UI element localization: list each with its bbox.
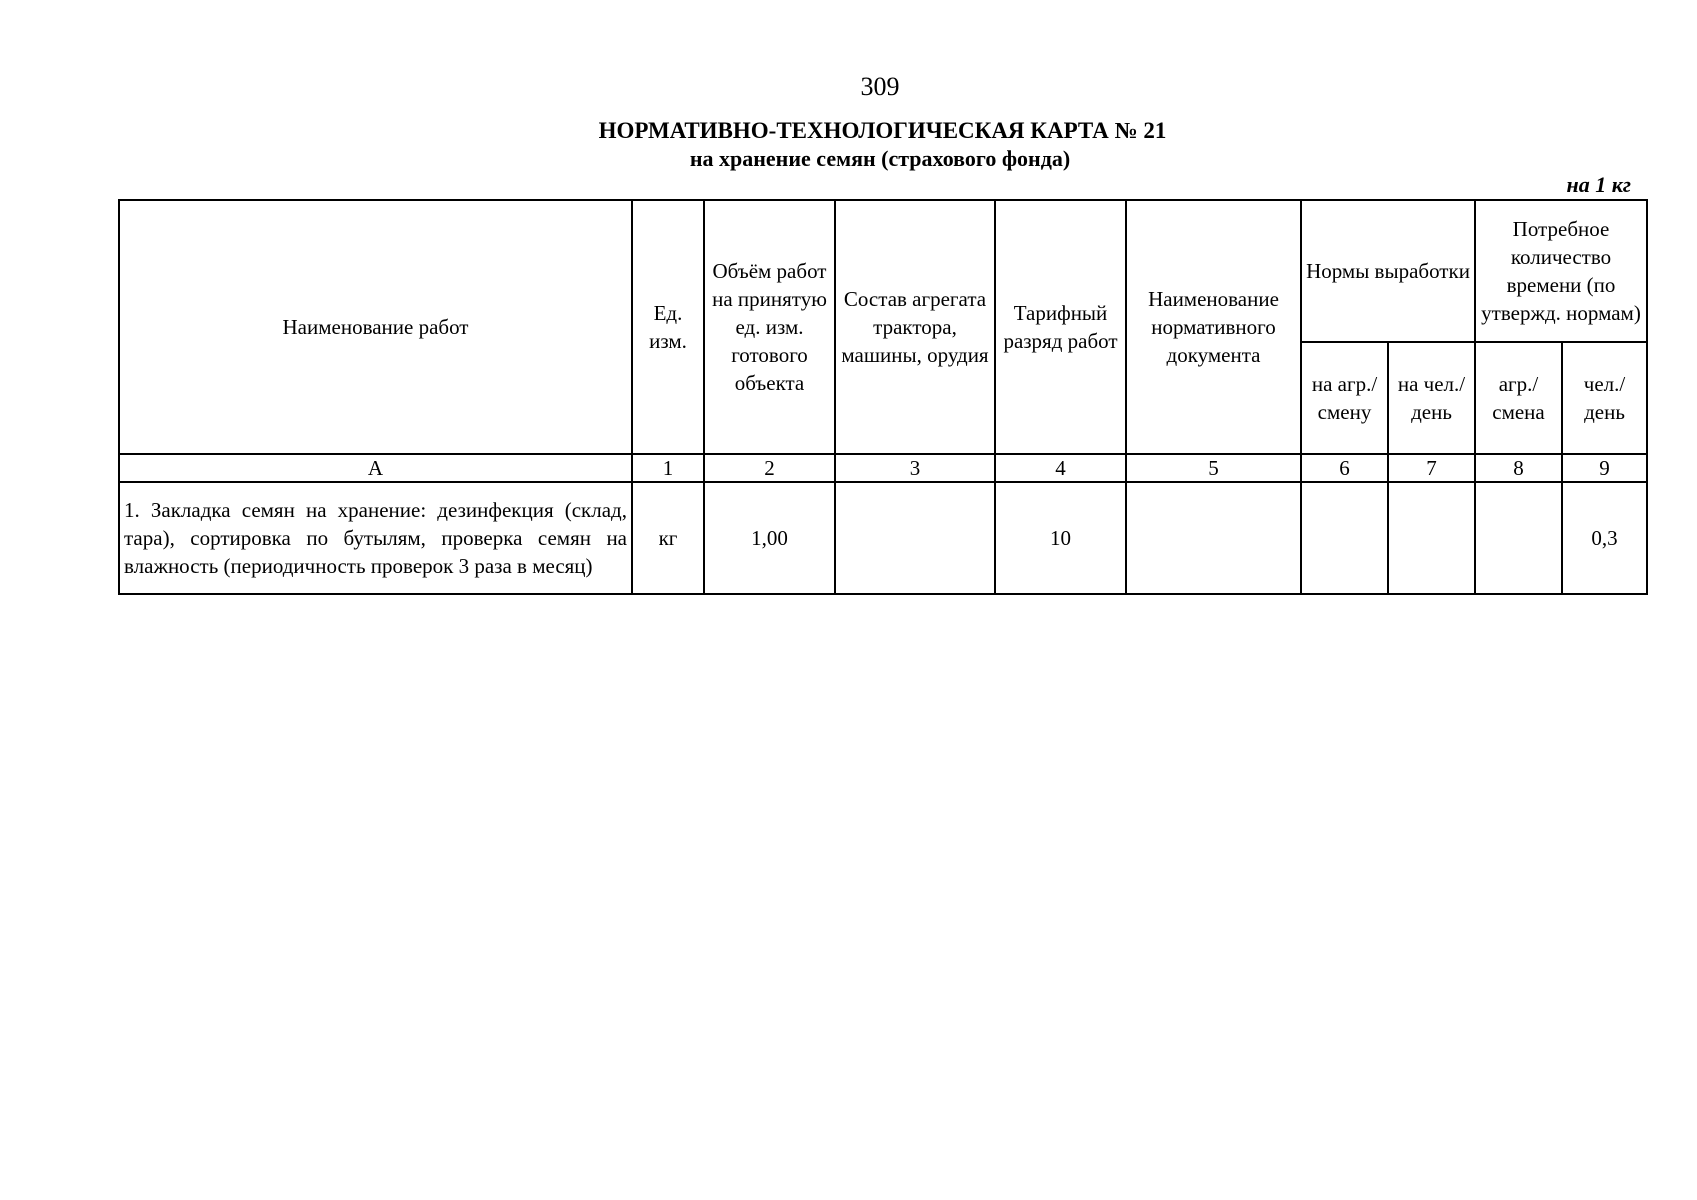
column-index: 1 <box>632 454 704 482</box>
header-volume: Объём работ на принятую ед. изм. готового объекта <box>704 200 835 454</box>
cell-time-per-agg <box>1475 482 1562 594</box>
cell-document <box>1126 482 1301 594</box>
cell-work-name <box>119 482 632 594</box>
page-number: 309 <box>860 72 900 101</box>
header-document: Наименование нормативного документа <box>1126 200 1301 454</box>
cell-composition <box>835 482 995 594</box>
header-work-name: Наименование работ <box>119 200 632 454</box>
header-tariff: Тарифный разряд работ <box>995 200 1126 454</box>
norm-table <box>118 199 1648 595</box>
document-subtitle: на хранение семян (страхового фонда) <box>689 146 1071 171</box>
header-output-norms: Нормы выработки <box>1301 200 1475 342</box>
cell-time-per-person: 0,3 <box>1562 482 1647 594</box>
column-index: 3 <box>835 454 995 482</box>
header-composition: Состав агрегата трактора, машины, орудия <box>835 200 995 454</box>
document-title: НОРМАТИВНО-ТЕХНОЛОГИЧЕСКАЯ КАРТА № 21 <box>598 118 1167 143</box>
column-index: 8 <box>1475 454 1562 482</box>
cell-volume: 1,00 <box>704 482 835 594</box>
cell-output-per-agg <box>1301 482 1388 594</box>
unit-note: на 1 кг <box>1566 172 1631 197</box>
column-index: 7 <box>1388 454 1475 482</box>
cell-output-per-person <box>1388 482 1475 594</box>
column-index: 6 <box>1301 454 1388 482</box>
header-row-1 <box>119 200 1647 342</box>
work-name-text: 1. Закладка семян на хранение: дезинфекция (склад, тара), сортировка по бутылям, проверка семян на влажность (периодичность проверок 3 раза в месяц) <box>124 498 627 578</box>
column-index: 4 <box>995 454 1126 482</box>
column-index: А <box>119 454 632 482</box>
table-row <box>119 482 1647 594</box>
header-time-needed: Потребное количество времени (по утвержд. нормам) <box>1475 200 1647 342</box>
column-index: 2 <box>704 454 835 482</box>
column-index: 5 <box>1126 454 1301 482</box>
header-output-per-person: на чел./ день <box>1388 342 1475 454</box>
header-time-per-person: чел./ день <box>1562 342 1647 454</box>
header-unit: Ед. изм. <box>632 200 704 454</box>
column-index-row <box>119 454 1647 482</box>
cell-unit: кг <box>632 482 704 594</box>
header-output-per-agg: на агр./ смену <box>1301 342 1388 454</box>
column-index: 9 <box>1562 454 1647 482</box>
cell-tariff: 10 <box>995 482 1126 594</box>
header-time-per-agg: агр./ смена <box>1475 342 1562 454</box>
